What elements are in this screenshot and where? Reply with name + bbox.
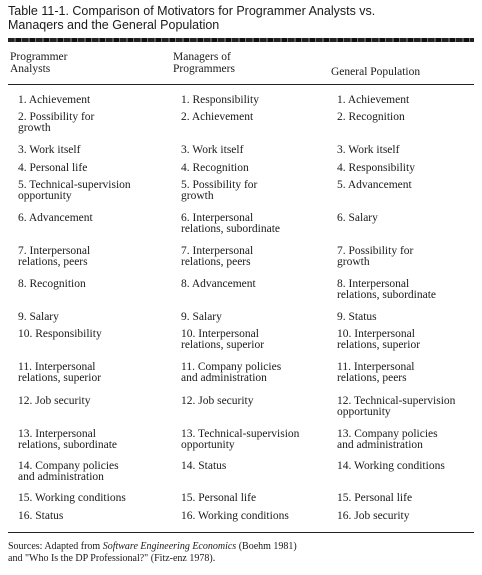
table-cell-general-population-13: 13. Company policies and administration (337, 428, 438, 451)
table-cell-managers-9: 9. Salary (181, 311, 222, 323)
header-rule (8, 84, 474, 85)
table-title-line-1: Table 11-1. Comparison of Motivators for Programmer Analysts vs. (8, 4, 376, 18)
table-cell-programmer-analysts-6: 6. Advancement (18, 212, 93, 224)
table-cell-managers-1: 1. Responsibility (181, 94, 259, 106)
table-cell-managers-6: 6. Interpersonal relations, subordinate (181, 212, 281, 235)
table-cell-managers-12: 12. Job security (181, 395, 254, 407)
table-cell-general-population-1: 1. Achievement (337, 94, 410, 106)
header-programmer-analysts: Programmer Analysts (10, 51, 68, 75)
table-cell-programmer-analysts-11: 11. Interpersonal relations, superior (18, 361, 102, 384)
table-cell-programmer-analysts-9: 9. Salary (18, 311, 59, 323)
top-rule (8, 38, 474, 42)
header-general-population: General Population (331, 66, 421, 78)
book-title: Software Engineering Economics (102, 541, 237, 552)
table-cell-managers-2: 2. Achievement (181, 111, 254, 123)
table-cell-programmer-analysts-5: 5. Technical-supervision opportunity (18, 179, 131, 202)
table-cell-general-population-5: 5. Advancement (337, 179, 412, 191)
table-title-line-2: Manaqers and the General Population (8, 18, 220, 32)
table-cell-programmer-analysts-4: 4. Personal life (18, 162, 88, 174)
sources-note (8, 541, 478, 565)
table-cell-general-population-15: 15. Personal life (337, 492, 413, 504)
table-cell-general-population-2: 2. Recognition (337, 111, 405, 123)
sources-line-1: Sources: Adapted from Software Engineering Economics (Boehm 1981) (8, 541, 297, 552)
table-cell-general-population-6: 6. Salary (337, 212, 378, 224)
table-cell-general-population-7: 7. Possibility for growth (337, 245, 414, 268)
table-cell-managers-16: 16. Working conditions (181, 510, 289, 522)
table-cell-general-population-4: 4. Responsibility (337, 162, 415, 174)
table-cell-general-population-9: 9. Status (337, 311, 377, 323)
table-cell-general-population-14: 14. Working conditions (337, 460, 445, 472)
table-cell-managers-11: 11. Company policies and administration (181, 361, 282, 384)
table-cell-managers-13: 13. Technical-supervision opportunity (181, 428, 300, 451)
bottom-rule (8, 532, 474, 533)
sources-line-2: and "Who Is the DP Professional?" (Fitz-enz 1978). (8, 553, 216, 564)
table-cell-managers-3: 3. Work itself (181, 144, 244, 156)
table-cell-programmer-analysts-8: 8. Recognition (18, 278, 86, 290)
table-cell-programmer-analysts-13: 13. Interpersonal relations, subordinate (18, 428, 118, 451)
table-cell-programmer-analysts-12: 12. Job security (18, 395, 91, 407)
table-cell-managers-4: 4. Recognition (181, 162, 249, 174)
table-cell-managers-8: 8. Advancement (181, 278, 256, 290)
table-cell-programmer-analysts-1: 1. Achievement (18, 94, 91, 106)
table-cell-general-population-8: 8. Interpersonal relations, subordinate (337, 278, 437, 301)
table-cell-general-population-12: 12. Technical-supervision opportunity (337, 395, 456, 418)
table-cell-managers-15: 15. Personal life (181, 492, 257, 504)
table-cell-general-population-16: 16. Job security (337, 510, 410, 522)
table-cell-programmer-analysts-10: 10. Responsibility (18, 328, 102, 340)
table-cell-general-population-10: 10. Interpersonal relations, superior (337, 328, 421, 351)
table-cell-programmer-analysts-14: 14. Company policies and administration (18, 460, 119, 483)
table-cell-managers-10: 10. Interpersonal relations, superior (181, 328, 265, 351)
header-managers: Managers of Programmers (173, 51, 235, 75)
table-cell-programmer-analysts-7: 7. Interpersonal relations, peers (18, 245, 91, 268)
table-cell-programmer-analysts-15: 15. Working conditions (18, 492, 126, 504)
table-cell-programmer-analysts-2: 2. Possibility for growth (18, 111, 95, 134)
table-cell-general-population-11: 11. Interpersonal relations, peers (337, 361, 415, 384)
table-cell-managers-14: 14. Status (181, 460, 227, 472)
table-cell-managers-7: 7. Interpersonal relations, peers (181, 245, 254, 268)
table-cell-programmer-analysts-3: 3. Work itself (18, 144, 81, 156)
table-cell-programmer-analysts-16: 16. Status (18, 510, 64, 522)
table-cell-managers-5: 5. Possibility for growth (181, 179, 258, 202)
table-title (8, 4, 478, 32)
table-cell-general-population-3: 3. Work itself (337, 144, 400, 156)
